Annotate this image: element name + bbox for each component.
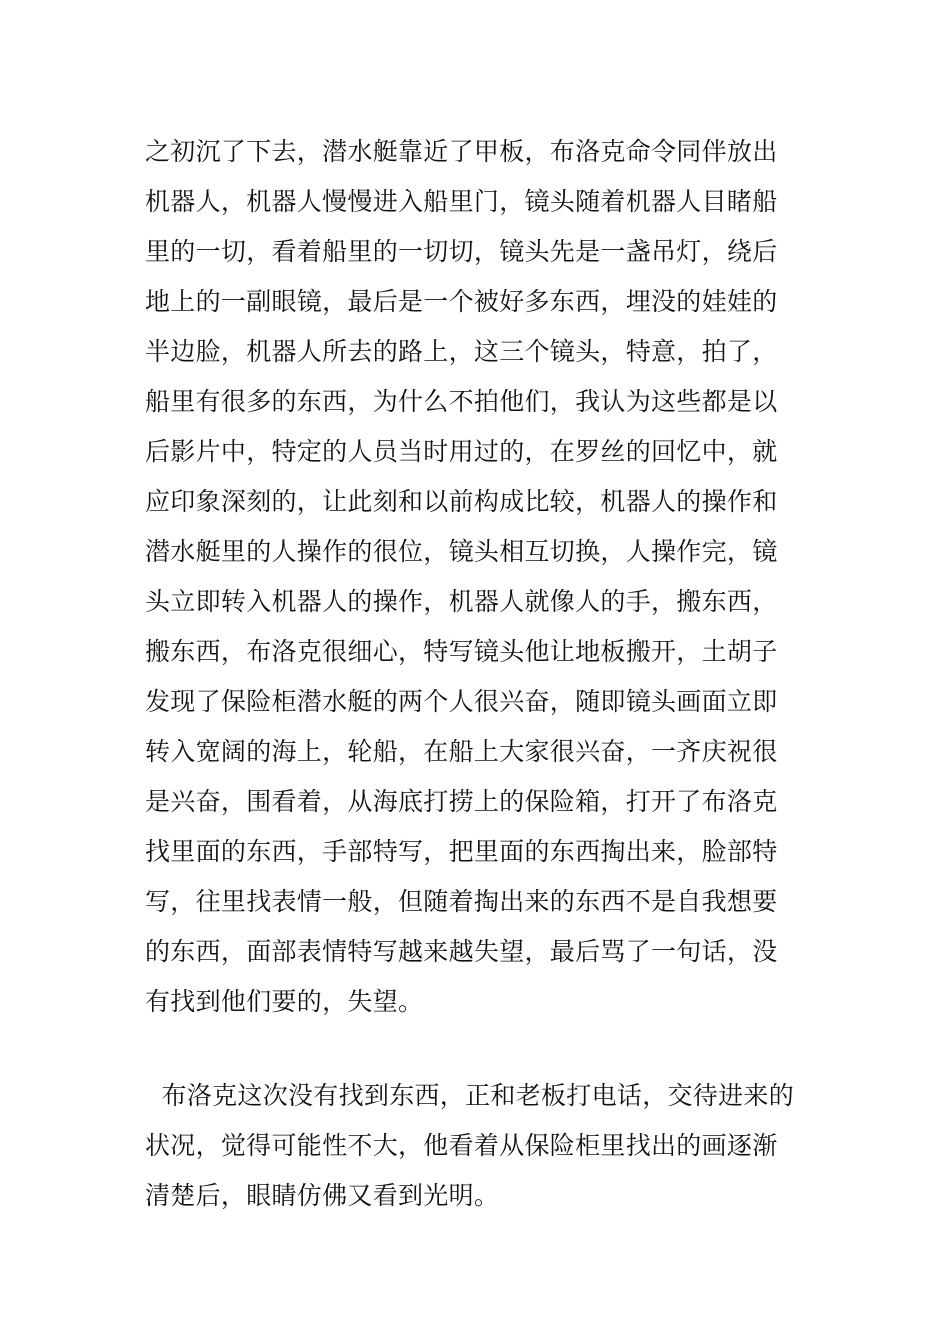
text-line: 之初沉了下去，潜水艇靠近了甲板，布洛克命令同伴放出 (145, 137, 778, 166)
text-line: 机器人，机器人慢慢进入船里门，镜头随着机器人目睹船 (145, 187, 778, 216)
text-line: 搬东西，布洛克很细心，特写镜头他让地板搬开，土胡子 (145, 637, 778, 666)
text-line: 写，往里找表情一般，但随着掏出来的东西不是自我想要 (145, 887, 778, 916)
text-line: 里的一切，看着船里的一切切，镜头先是一盏吊灯，绕后 (145, 237, 778, 266)
text-line: 转入宽阔的海上，轮船，在船上大家很兴奋，一齐庆祝很 (145, 737, 778, 766)
text-line: 状况，觉得可能性不大，他看着从保险柜里找出的画逐渐 (145, 1131, 778, 1160)
text-line: 应印象深刻的，让此刻和以前构成比较，机器人的操作和 (145, 487, 778, 516)
text-line: 布洛克这次没有找到东西，正和老板打电话，交待进来的 (145, 1081, 794, 1110)
text-line: 是兴奋，围看着，从海底打捞上的保险箱，打开了布洛克 (145, 787, 778, 816)
text-line: 头立即转入机器人的操作，机器人就像人的手，搬东西， (145, 587, 778, 616)
text-line: 船里有很多的东西，为什么不拍他们，我认为这些都是以 (145, 387, 778, 416)
text-line: 后影片中，特定的人员当时用过的，在罗丝的回忆中，就 (145, 437, 778, 466)
text-line: 潜水艇里的人操作的很位，镜头相互切换，人操作完，镜 (145, 537, 778, 566)
paragraph-1 (145, 127, 810, 1027)
text-line: 的东西，面部表情特写越来越失望，最后骂了一句话，没 (145, 937, 778, 966)
text-line: 清楚后，眼睛仿佛又看到光明。 (145, 1181, 500, 1210)
text-line: 找里面的东西，手部特写，把里面的东西掏出来，脸部特 (145, 837, 778, 866)
paragraph-2 (145, 1071, 810, 1221)
text-line: 有找到他们要的，失望。 (145, 987, 424, 1016)
text-line: 地上的一副眼镜，最后是一个被好多东西，埋没的娃娃的 (145, 287, 778, 316)
text-line: 半边脸，机器人所去的路上，这三个镜头，特意，拍了， (145, 337, 778, 366)
text-line: 发现了保险柜潜水艇的两个人很兴奋，随即镜头画面立即 (145, 687, 778, 716)
